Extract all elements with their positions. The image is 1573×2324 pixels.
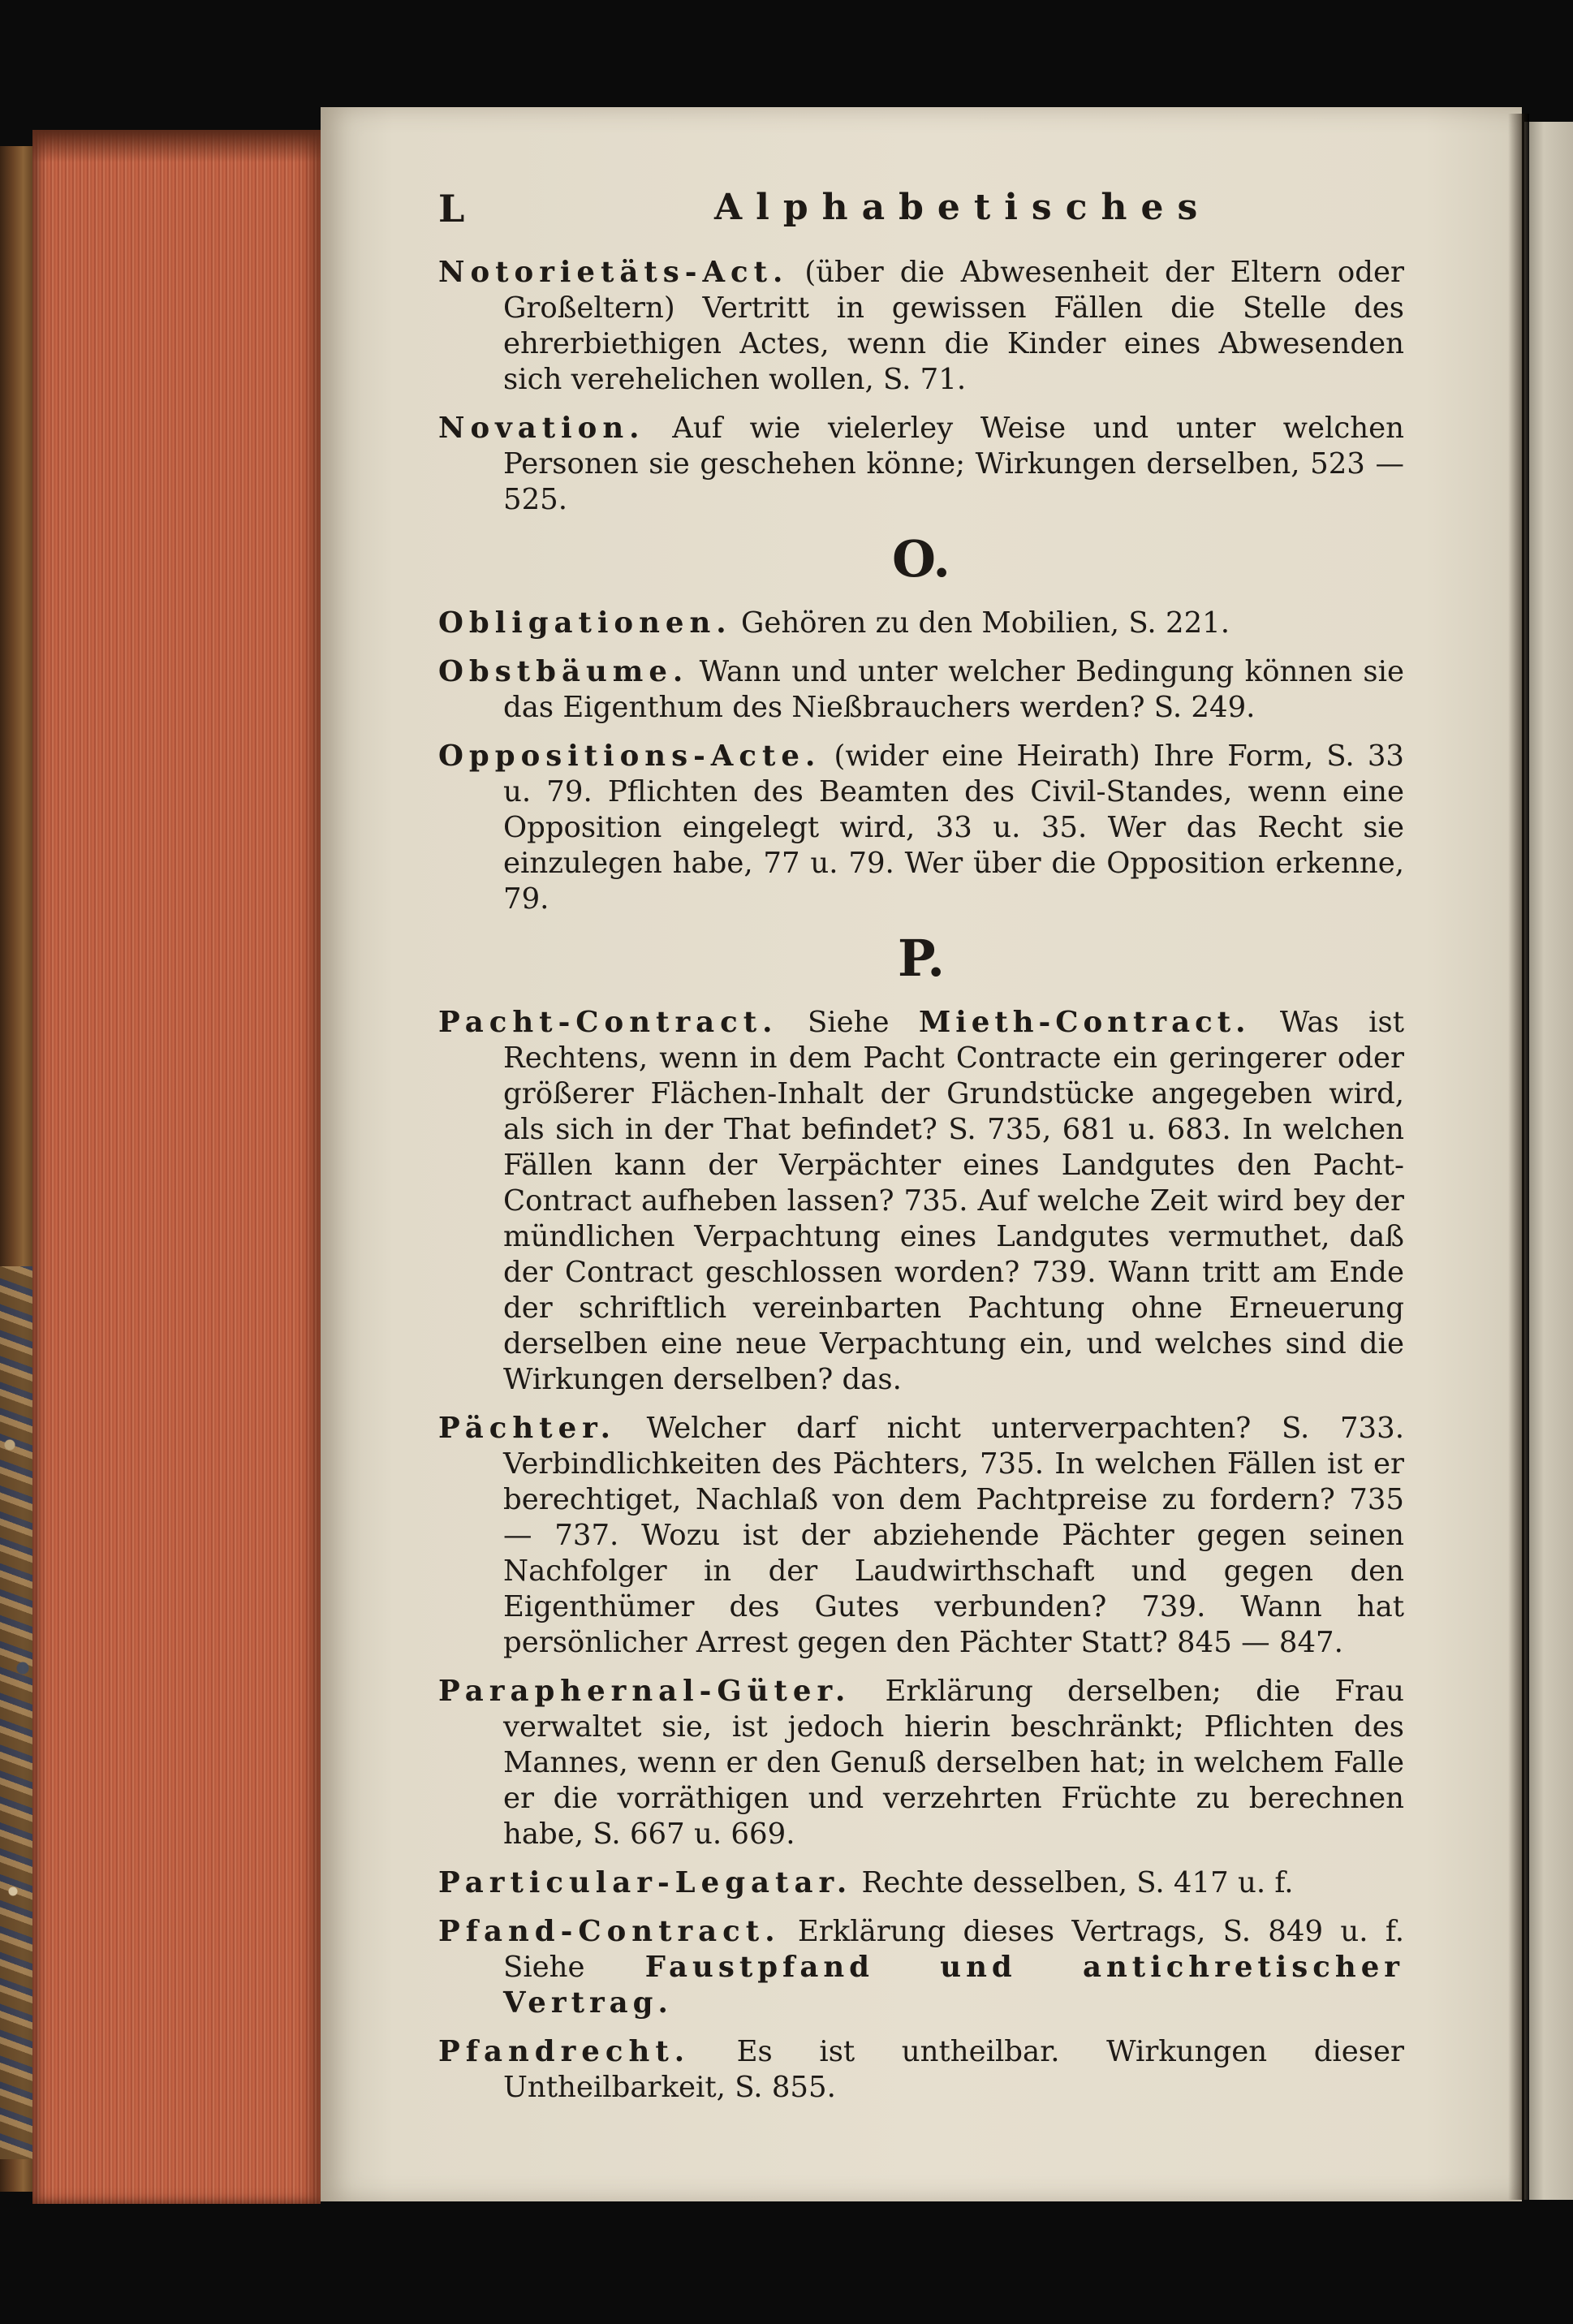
- page-text: [438, 187, 1404, 2119]
- section-heading-p: P.: [898, 929, 945, 988]
- entry-term: Pfand-Contract.: [438, 1915, 781, 1948]
- entry-term: Notorietäts-Act.: [438, 256, 789, 289]
- entry-body: Erklärung derselben; die Frau verwaltet sie, ist jedoch hierin beschränkt; Pflichten des Mannes, wenn er den Genuß derselben hat; in welchem Falle er die vorräthigen und verzehrten Früchte zu berechnen habe, S. 667 u. 669.: [503, 1675, 1404, 1851]
- facing-page-edge: [1524, 122, 1573, 2200]
- entry-term: Particular-Legatar.: [438, 1866, 853, 1899]
- running-header: [438, 187, 1404, 244]
- entry-body: Es ist untheilbar. Wirkungen dieser Untheilbarkeit, S. 855.: [503, 2035, 1404, 2104]
- cross-reference: Faustpfand und antichretischer Vertrag.: [503, 1951, 1404, 2020]
- header-letter: L: [438, 187, 465, 231]
- entry-body: Welcher darf nicht unterverpachten? S. 733. Verbindlichkeiten des Pächters, 735. In welchen Fällen ist er berechtiget, Nachlaß von dem Pachtpreise zu fordern? 735 — 737. Wozu ist der abziehende Pächter gegen seinen Nachfolger in der Laudwirthschaft und gegen den Eigenthümer des Gutes verbunden? 739. Wann hat persönlicher Arrest gegen den Pächter Statt? 845 — 847.: [503, 1412, 1404, 1659]
- marbled-cover: [0, 1266, 32, 2159]
- index-entry: [438, 1005, 1404, 1398]
- section-heading-o: O.: [892, 529, 950, 589]
- index-entry: [438, 1411, 1404, 1661]
- entry-body: Rechte desselben, S. 417 u. f.: [852, 1866, 1294, 1899]
- entry-body: (über die Abwesenheit der Eltern oder Großeltern) Vertritt in gewissen Fällen die Stelle des ehrerbiethigen Actes, wenn die Kinder eines Abwesenden sich verehelichen wollen, S. 71.: [503, 256, 1404, 396]
- index-entry: [438, 411, 1404, 518]
- index-entry: [438, 1914, 1404, 2021]
- entry-term: Oppositions-Acte.: [438, 739, 821, 773]
- entry-term: Pacht-Contract.: [438, 1006, 778, 1039]
- entry-body: Gehören zu den Mobilien, S. 221.: [731, 606, 1230, 640]
- index-entry: [438, 1865, 1404, 1901]
- cross-reference: Mieth-Contract.: [918, 1006, 1251, 1039]
- page-block-edges: [32, 130, 321, 2204]
- entry-term: Obligationen.: [438, 606, 732, 640]
- entry-term: Pächter.: [438, 1412, 616, 1445]
- entry-body: Wann und unter welcher Bedingung können sie das Eigenthum des Nießbrauchers werden? S. 249.: [503, 655, 1404, 724]
- index-entry: [438, 255, 1404, 398]
- index-entry: [438, 739, 1404, 917]
- entry-body: Siehe: [778, 1006, 919, 1039]
- index-entry: [438, 2034, 1404, 2106]
- entry-term: Pfandrecht.: [438, 2035, 691, 2068]
- entry-term: Paraphernal-Güter.: [438, 1675, 851, 1708]
- entry-body: Erklärung dieses Vertrags, S. 849 u. f. Siehe: [503, 1915, 1404, 1984]
- index-entry: [438, 1674, 1404, 1852]
- entry-body: (wider eine Heirath) Ihre Form, S. 33 u. 79. Pflichten des Beamten des Civil-Standes, wenn eine Opposition eingelegt wird, 33 u. 35. Wer das Recht sie einzulegen habe, 77 u. 79. Wer über die Opposition erkenne, 79.: [503, 739, 1404, 916]
- page-block-shadow: [32, 130, 321, 162]
- entry-body: Auf wie vielerley Weise und unter welchen Personen sie geschehen könne; Wirkungen derselben, 523 — 525.: [503, 412, 1404, 516]
- gutter-shadow: [1508, 114, 1529, 2200]
- index-entry: [438, 654, 1404, 726]
- entry-term: Novation.: [438, 412, 645, 445]
- entry-body: Was ist Rechtens, wenn in dem Pacht Contracte ein geringerer oder größerer Flächen-Inhalt der Grundstücke angegeben wird, als sich in der That befindet? S. 735, 681 u. 683. In welchen Fällen kann der Verpächter eines Landgutes den Pacht-Contract aufheben lassen? 735. Auf welche Zeit wird bey der mündlichen Verpachtung eines Landgutes vermuthet, daß der Contract geschlossen worden? 739. Wann tritt am Ende der schriftlich vereinbarten Pachtung ohne Erneuerung derselben eine neue Verpachtung ein, und welches sind die Wirkungen derselben? das.: [503, 1006, 1404, 1396]
- entry-term: Obstbäume.: [438, 655, 689, 688]
- header-title: Alphabetisches: [714, 187, 1212, 228]
- index-entry: [438, 606, 1404, 641]
